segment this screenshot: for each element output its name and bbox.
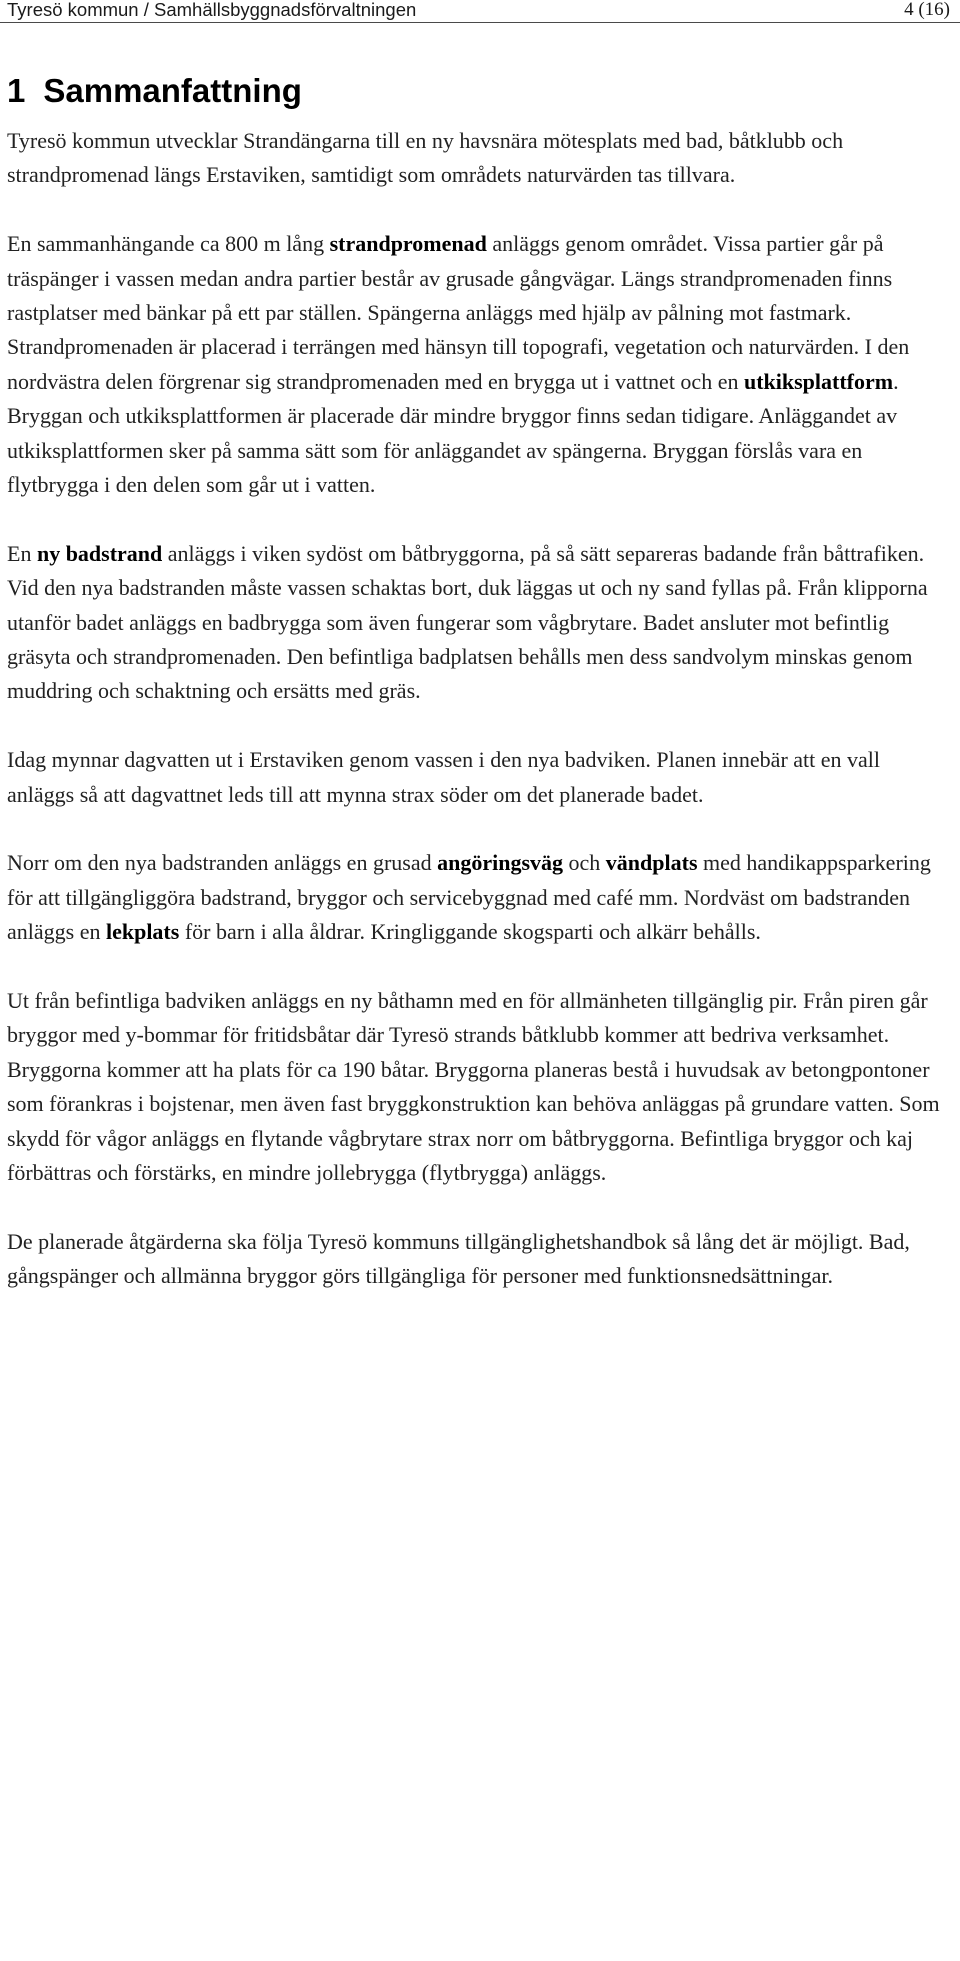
text-run: . Bryggan och utkiksplattformen är placerade där mindre bryggor finns sedan tidigare. Anläggandet av utkiksplattformen sker på samma sätt som för anläggandet av spängerna. Bryggan förslås vara en flytbrygga i den delen som går ut i vatten. xyxy=(7,368,899,498)
header-breadcrumb: Tyresö kommun / Samhällsbyggnadsförvaltningen xyxy=(7,0,417,20)
text-run: anläggs genom området. Vissa partier går på träspänger i vassen medan andra partier består av grusade gångvägar. Längs strandpromenaden finns rastplatser med bänkar på ett par ställen. Spängerna anläggs med hjälp av pålning mot fastmark. Strandpromenaden är placerad i terrängen med hänsyn till topografi, vegetation och naturvärden. I den nordvästra delen förgrenar sig strandpromenaden med en brygga ut i vattnet och en xyxy=(7,231,910,394)
bold-term: ny badstrand xyxy=(36,540,163,566)
section-title: Sammanfattning xyxy=(43,72,302,109)
text-run: De planerade åtgärderna ska följa Tyresö kommuns tillgänglighetshandbok så lång det är möjligt. Bad, gångspänger och allmänna bryggor görs tillgängliga för personer med funktionsnedsättningar. xyxy=(7,1228,910,1289)
header-divider xyxy=(0,22,960,23)
text-run: för barn i alla åldrar. Kringliggande skogsparti och alkärr behålls. xyxy=(179,919,761,945)
text-run: Ut från befintliga badviken anläggs en ny båthamn med en för allmänheten tillgänglig pir. Från piren går bryggor med y-bommar för fritidsbåtar där Tyresö strands båtklubb kommer att bedriva verksamhet. Bryggorna kommer att ha plats för ca 190 båtar. Bryggorna planeras bestå i huvudsak av betongpontoner som förankras i bojstenar, men även fast bryggkonstruktion kan behöva anläggas på grundare vatten. Som skydd för vågor anläggs en flytande vågbrytare strax norr om båtbryggorna. Befintliga bryggor och kaj förbättras och förstärks, en mindre jollebrygga (flytbrygga) anläggs. xyxy=(7,988,940,1186)
document-body xyxy=(7,124,951,1294)
page-header xyxy=(0,0,960,24)
section-heading xyxy=(7,71,302,111)
text-run: En xyxy=(7,540,37,566)
bold-term: strandpromenad xyxy=(329,231,487,257)
bold-term: vändplats xyxy=(605,850,698,876)
body-paragraph xyxy=(7,1225,951,1294)
body-paragraph xyxy=(7,846,951,949)
body-paragraph xyxy=(7,984,951,1190)
page-number: 4 (16) xyxy=(904,0,950,20)
text-run: Norr om den nya badstranden anläggs en grusad xyxy=(7,850,438,876)
text-run: En sammanhängande ca 800 m lång xyxy=(7,231,330,257)
text-run: Tyresö kommun utvecklar Strandängarna till en ny havsnära mötesplats med bad, båtklubb och strandpromenad längs Erstaviken, samtidigt som områdets naturvärden tas tillvara. xyxy=(7,128,844,188)
bold-term: utkiksplattform xyxy=(743,368,894,394)
body-paragraph xyxy=(7,124,951,193)
body-paragraph xyxy=(7,537,951,709)
text-run: med handikappsparkering för att tillgängliggöra badstrand, bryggor och servicebyggnad med café mm. Nordväst om badstranden anläggs en xyxy=(7,850,931,945)
body-paragraph xyxy=(7,743,951,812)
body-paragraph xyxy=(7,227,951,502)
bold-term: angöringsväg xyxy=(437,850,564,876)
text-run: anläggs i viken sydöst om båtbryggorna, på så sätt separeras badande från båttrafiken. Vid den nya badstranden måste vassen schaktas bort, duk läggas ut och ny sand fyllas på. Från klipporna utanför badet anläggs en badbrygga som även fungerar som vågbrytare. Badet ansluter mot befintlig gräsyta och strandpromenaden. Den befintliga badplatsen behålls men dess sandvolym minskas genom muddring och schaktning och ersätts med gräs. xyxy=(7,540,928,704)
text-run: och xyxy=(563,850,606,876)
section-number: 1 xyxy=(7,72,26,109)
bold-term: lekplats xyxy=(105,919,180,945)
text-run: Idag mynnar dagvatten ut i Erstaviken genom vassen i den nya badviken. Planen innebär att en vall anläggs så att dagvattnet leds till att mynna strax söder om det planerade badet. xyxy=(7,747,881,807)
